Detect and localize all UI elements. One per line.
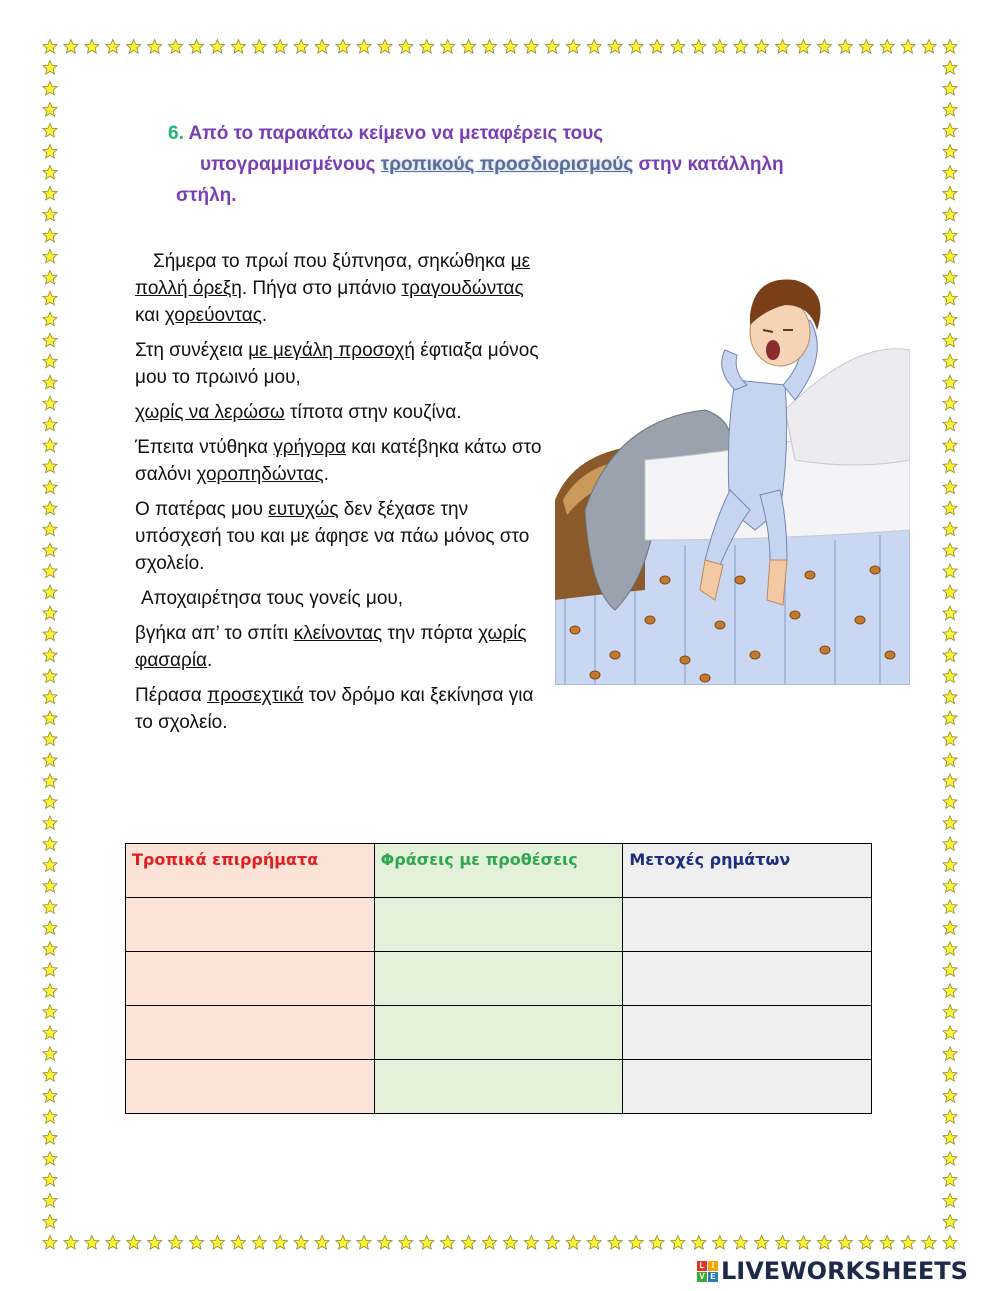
answer-cell[interactable] [374, 952, 623, 1006]
underlined-phrase: γρήγορα [273, 437, 346, 458]
border-star-icon [127, 1236, 141, 1250]
border-star-icon [43, 627, 57, 641]
border-star-icon [85, 1236, 99, 1250]
underlined-phrase: χωρίς να λερώσω [135, 402, 285, 423]
border-star-icon [43, 1236, 57, 1250]
border-star-icon [43, 522, 57, 536]
story-paragraph: χωρίς να λερώσω τίποτα στην κουζίνα. [135, 402, 462, 423]
border-star-icon [943, 270, 957, 284]
border-star-icon [43, 732, 57, 746]
border-star-icon [943, 1194, 957, 1208]
border-star-icon [43, 1110, 57, 1124]
border-star-icon [943, 543, 957, 557]
border-star-icon [43, 1026, 57, 1040]
border-star-icon [671, 40, 685, 54]
border-star-icon [524, 40, 538, 54]
border-star-icon [43, 963, 57, 977]
border-star-icon [231, 1236, 245, 1250]
border-star-icon [43, 711, 57, 725]
border-star-icon [943, 984, 957, 998]
border-star-icon [43, 144, 57, 158]
border-star-icon [43, 1194, 57, 1208]
instruction-line-1: Από το παρακάτω κείμενο να μεταφέρεις τους [188, 123, 604, 144]
column-header-prepositional-phrases: Φράσεις με προθέσεις [374, 844, 623, 898]
border-star-icon [43, 165, 57, 179]
underlined-phrase: με μεγάλη προσοχή [248, 340, 415, 361]
border-star-icon [943, 627, 957, 641]
answer-cell[interactable] [126, 1006, 375, 1060]
border-star-icon [420, 1236, 434, 1250]
border-star-icon [43, 585, 57, 599]
border-star-icon [462, 40, 476, 54]
border-star-icon [43, 753, 57, 767]
border-star-icon [43, 1215, 57, 1229]
border-star-icon [43, 1089, 57, 1103]
border-star-icon [943, 585, 957, 599]
border-star-icon [943, 165, 957, 179]
border-star-icon [775, 1236, 789, 1250]
table-row [126, 952, 872, 1006]
border-star-icon [943, 732, 957, 746]
border-star-icon [943, 816, 957, 830]
border-star-icon [817, 40, 831, 54]
border-star-icon [943, 1026, 957, 1040]
border-star-icon [43, 186, 57, 200]
border-star-icon [922, 40, 936, 54]
border-star-icon [43, 648, 57, 662]
border-star-icon [922, 1236, 936, 1250]
border-star-icon [43, 501, 57, 515]
answer-cell[interactable] [374, 898, 623, 952]
border-star-icon [943, 1089, 957, 1103]
underlined-phrase: τραγουδώντας [401, 278, 524, 299]
border-star-icon [943, 82, 957, 96]
border-star-icon [671, 1236, 685, 1250]
border-star-icon [43, 61, 57, 75]
border-star-icon [441, 1236, 455, 1250]
border-star-icon [796, 40, 810, 54]
border-star-icon [943, 501, 957, 515]
border-star-icon [148, 1236, 162, 1250]
border-star-icon [43, 816, 57, 830]
border-star-icon [482, 1236, 496, 1250]
border-star-icon [43, 669, 57, 683]
border-star-icon [43, 900, 57, 914]
border-star-icon [189, 1236, 203, 1250]
border-star-icon [943, 564, 957, 578]
border-star-icon [43, 459, 57, 473]
border-star-icon [943, 144, 957, 158]
underlined-phrase: κλείνοντας [293, 623, 383, 644]
border-star-icon [148, 40, 162, 54]
border-star-icon [43, 375, 57, 389]
border-star-icon [587, 1236, 601, 1250]
underlined-phrase: προσεχτικά [206, 685, 304, 706]
border-star-icon [43, 438, 57, 452]
border-star-icon [210, 40, 224, 54]
answer-cell[interactable] [374, 1006, 623, 1060]
border-star-icon [943, 123, 957, 137]
border-star-icon [127, 40, 141, 54]
border-star-icon [43, 396, 57, 410]
border-star-icon [943, 417, 957, 431]
border-star-icon [838, 1236, 852, 1250]
border-star-icon [775, 40, 789, 54]
border-star-icon [43, 102, 57, 116]
column-header-participles: Μετοχές ρημάτων [623, 844, 872, 898]
border-star-icon [566, 40, 580, 54]
border-star-icon [43, 228, 57, 242]
border-star-icon [859, 1236, 873, 1250]
border-star-icon [755, 1236, 769, 1250]
border-star-icon [43, 837, 57, 851]
border-star-icon [943, 963, 957, 977]
border-star-icon [43, 543, 57, 557]
border-star-icon [943, 1236, 957, 1250]
border-star-icon [43, 1152, 57, 1166]
border-star-icon [43, 795, 57, 809]
border-star-icon [503, 1236, 517, 1250]
border-star-icon [838, 40, 852, 54]
border-star-icon [210, 1236, 224, 1250]
border-star-icon [943, 1131, 957, 1145]
border-star-icon [43, 291, 57, 305]
border-star-icon [755, 40, 769, 54]
border-star-icon [43, 123, 57, 137]
border-star-icon [106, 40, 120, 54]
border-star-icon [901, 40, 915, 54]
border-star-icon [943, 375, 957, 389]
story-paragraph: Πέρασα προσεχτικά τον δρόμο και ξεκίνησα για το σχολείο. [135, 685, 534, 733]
border-star-icon [880, 1236, 894, 1250]
border-star-icon [524, 1236, 538, 1250]
border-star-icon [901, 1236, 915, 1250]
border-star-icon [566, 1236, 580, 1250]
underlined-phrase: με πολλή όρεξη [135, 251, 531, 299]
border-star-icon [357, 1236, 371, 1250]
border-star-icon [43, 40, 57, 54]
border-star-icon [629, 1236, 643, 1250]
border-star-icon [943, 61, 957, 75]
border-star-icon [943, 753, 957, 767]
border-star-icon [943, 1005, 957, 1019]
border-star-icon [273, 40, 287, 54]
border-star-icon [943, 900, 957, 914]
border-star-icon [252, 40, 266, 54]
border-star-icon [650, 1236, 664, 1250]
border-star-icon [608, 40, 622, 54]
answer-cell[interactable] [623, 898, 872, 952]
border-star-icon [545, 1236, 559, 1250]
underlined-phrase: χοροπηδώντας [196, 464, 324, 485]
border-star-icon [943, 1173, 957, 1187]
border-star-icon [943, 1110, 957, 1124]
table-row [126, 898, 872, 952]
answer-cell[interactable] [126, 898, 375, 952]
table-header-row [126, 844, 872, 898]
border-star-icon [43, 1173, 57, 1187]
border-star-icon [943, 249, 957, 263]
border-star-icon [943, 690, 957, 704]
border-star-icon [650, 40, 664, 54]
border-star-icon [43, 417, 57, 431]
yawning-boy-illustration [555, 260, 910, 685]
border-star-icon [692, 1236, 706, 1250]
column-header-adverbs: Τροπικά επιρρήματα [126, 844, 375, 898]
border-star-icon [43, 858, 57, 872]
border-star-icon [943, 879, 957, 893]
border-star-icon [943, 522, 957, 536]
border-star-icon [43, 82, 57, 96]
answer-cell[interactable] [623, 1006, 872, 1060]
border-star-icon [943, 228, 957, 242]
story-paragraph: Έπειτα ντύθηκα γρήγορα και κατέβηκα κάτω στο σαλόνι χοροπηδώντας. [135, 437, 542, 485]
border-star-icon [608, 1236, 622, 1250]
border-star-icon [880, 40, 894, 54]
border-star-icon [734, 40, 748, 54]
border-star-icon [64, 1236, 78, 1250]
border-star-icon [168, 40, 182, 54]
border-star-icon [943, 333, 957, 347]
exercise-number: 6. [168, 123, 184, 144]
border-star-icon [943, 354, 957, 368]
border-star-icon [315, 40, 329, 54]
answer-cell[interactable] [374, 1060, 623, 1114]
border-star-icon [43, 1131, 57, 1145]
border-star-icon [796, 1236, 810, 1250]
answer-cell[interactable] [126, 1060, 375, 1114]
border-star-icon [943, 1047, 957, 1061]
border-star-icon [43, 984, 57, 998]
story-text [135, 248, 545, 744]
border-star-icon [43, 1047, 57, 1061]
story-paragraph: Σήμερα το πρωί που ξύπνησα, σηκώθηκα με πολλή όρεξη. Πήγα στο μπάνιο τραγουδώντας και χορεύοντας. [135, 251, 531, 326]
border-star-icon [462, 1236, 476, 1250]
answer-cell[interactable] [623, 1060, 872, 1114]
underlined-phrase: χωρίς φασαρία [135, 623, 527, 671]
border-star-icon [817, 1236, 831, 1250]
border-star-icon [43, 879, 57, 893]
border-star-icon [43, 1068, 57, 1082]
border-star-icon [399, 40, 413, 54]
instruction-line-3: στήλη. [176, 185, 237, 206]
border-star-icon [43, 270, 57, 284]
border-star-icon [943, 921, 957, 935]
border-star-icon [420, 40, 434, 54]
answer-cell[interactable] [126, 952, 375, 1006]
border-star-icon [231, 40, 245, 54]
instruction-line-2: υπογραμμισμένους τροπικούς προσδιορισμούς στην κατάλληλη [200, 154, 784, 175]
exercise-instruction [168, 118, 908, 211]
story-paragraph: βγήκα απ’ το σπίτι κλείνοντας την πόρτα χωρίς φασαρία. [135, 623, 527, 671]
border-star-icon [859, 40, 873, 54]
border-star-icon [273, 1236, 287, 1250]
border-star-icon [943, 648, 957, 662]
border-star-icon [943, 480, 957, 494]
border-star-icon [943, 711, 957, 725]
border-star-icon [43, 312, 57, 326]
border-star-icon [294, 40, 308, 54]
border-star-icon [43, 207, 57, 221]
border-star-icon [943, 942, 957, 956]
border-star-icon [943, 102, 957, 116]
table-row [126, 1060, 872, 1114]
border-star-icon [943, 291, 957, 305]
border-star-icon [399, 1236, 413, 1250]
border-star-icon [43, 1005, 57, 1019]
border-star-icon [587, 40, 601, 54]
border-star-icon [43, 606, 57, 620]
border-star-icon [692, 40, 706, 54]
border-star-icon [943, 1215, 957, 1229]
story-paragraph: Ο πατέρας μου ευτυχώς δεν ξέχασε την υπόσχεσή του και με άφησε να πάω μόνος στο σχολείο. [135, 499, 530, 574]
border-star-icon [43, 480, 57, 494]
border-star-icon [106, 1236, 120, 1250]
border-star-icon [252, 1236, 266, 1250]
classification-table [125, 843, 872, 1114]
border-star-icon [943, 186, 957, 200]
border-star-icon [43, 690, 57, 704]
border-star-icon [943, 207, 957, 221]
border-star-icon [943, 459, 957, 473]
border-star-icon [943, 312, 957, 326]
border-star-icon [43, 564, 57, 578]
border-star-icon [43, 249, 57, 263]
border-star-icon [943, 669, 957, 683]
border-star-icon [43, 354, 57, 368]
border-star-icon [336, 40, 350, 54]
border-star-icon [734, 1236, 748, 1250]
border-star-icon [378, 40, 392, 54]
border-star-icon [943, 774, 957, 788]
border-star-icon [943, 1068, 957, 1082]
story-paragraph: Στη συνέχεια με μεγάλη προσοχή έφτιαξα μόνος μου το πρωινό μου, [135, 340, 539, 388]
border-star-icon [315, 1236, 329, 1250]
logo-mark-icon: L I V E [697, 1261, 718, 1282]
border-star-icon [943, 858, 957, 872]
border-star-icon [43, 774, 57, 788]
border-star-icon [43, 921, 57, 935]
border-star-icon [43, 942, 57, 956]
border-star-icon [943, 396, 957, 410]
border-star-icon [64, 40, 78, 54]
story-paragraph: Αποχαιρέτησα τους γονείς μου, [141, 588, 404, 609]
border-star-icon [943, 837, 957, 851]
border-star-icon [629, 40, 643, 54]
border-star-icon [943, 40, 957, 54]
border-star-icon [168, 1236, 182, 1250]
border-star-icon [713, 40, 727, 54]
border-star-icon [943, 438, 957, 452]
border-star-icon [482, 40, 496, 54]
border-star-icon [43, 333, 57, 347]
border-star-icon [503, 40, 517, 54]
underlined-phrase: ευτυχώς [268, 499, 339, 520]
logo-text: LIVEWORKSHEETS [721, 1257, 968, 1285]
border-star-icon [713, 1236, 727, 1250]
border-star-icon [545, 40, 559, 54]
answer-cell[interactable] [623, 952, 872, 1006]
border-star-icon [378, 1236, 392, 1250]
border-star-icon [943, 606, 957, 620]
border-star-icon [357, 40, 371, 54]
border-star-icon [336, 1236, 350, 1250]
border-star-icon [943, 1152, 957, 1166]
highlighted-term: τροπικούς προσδιορισμούς [380, 154, 634, 175]
border-star-icon [189, 40, 203, 54]
table-row [126, 1006, 872, 1060]
border-star-icon [294, 1236, 308, 1250]
border-star-icon [441, 40, 455, 54]
border-star-icon [943, 795, 957, 809]
border-star-icon [85, 40, 99, 54]
underlined-phrase: χορεύοντας [164, 305, 262, 326]
liveworksheets-logo [697, 1258, 968, 1284]
